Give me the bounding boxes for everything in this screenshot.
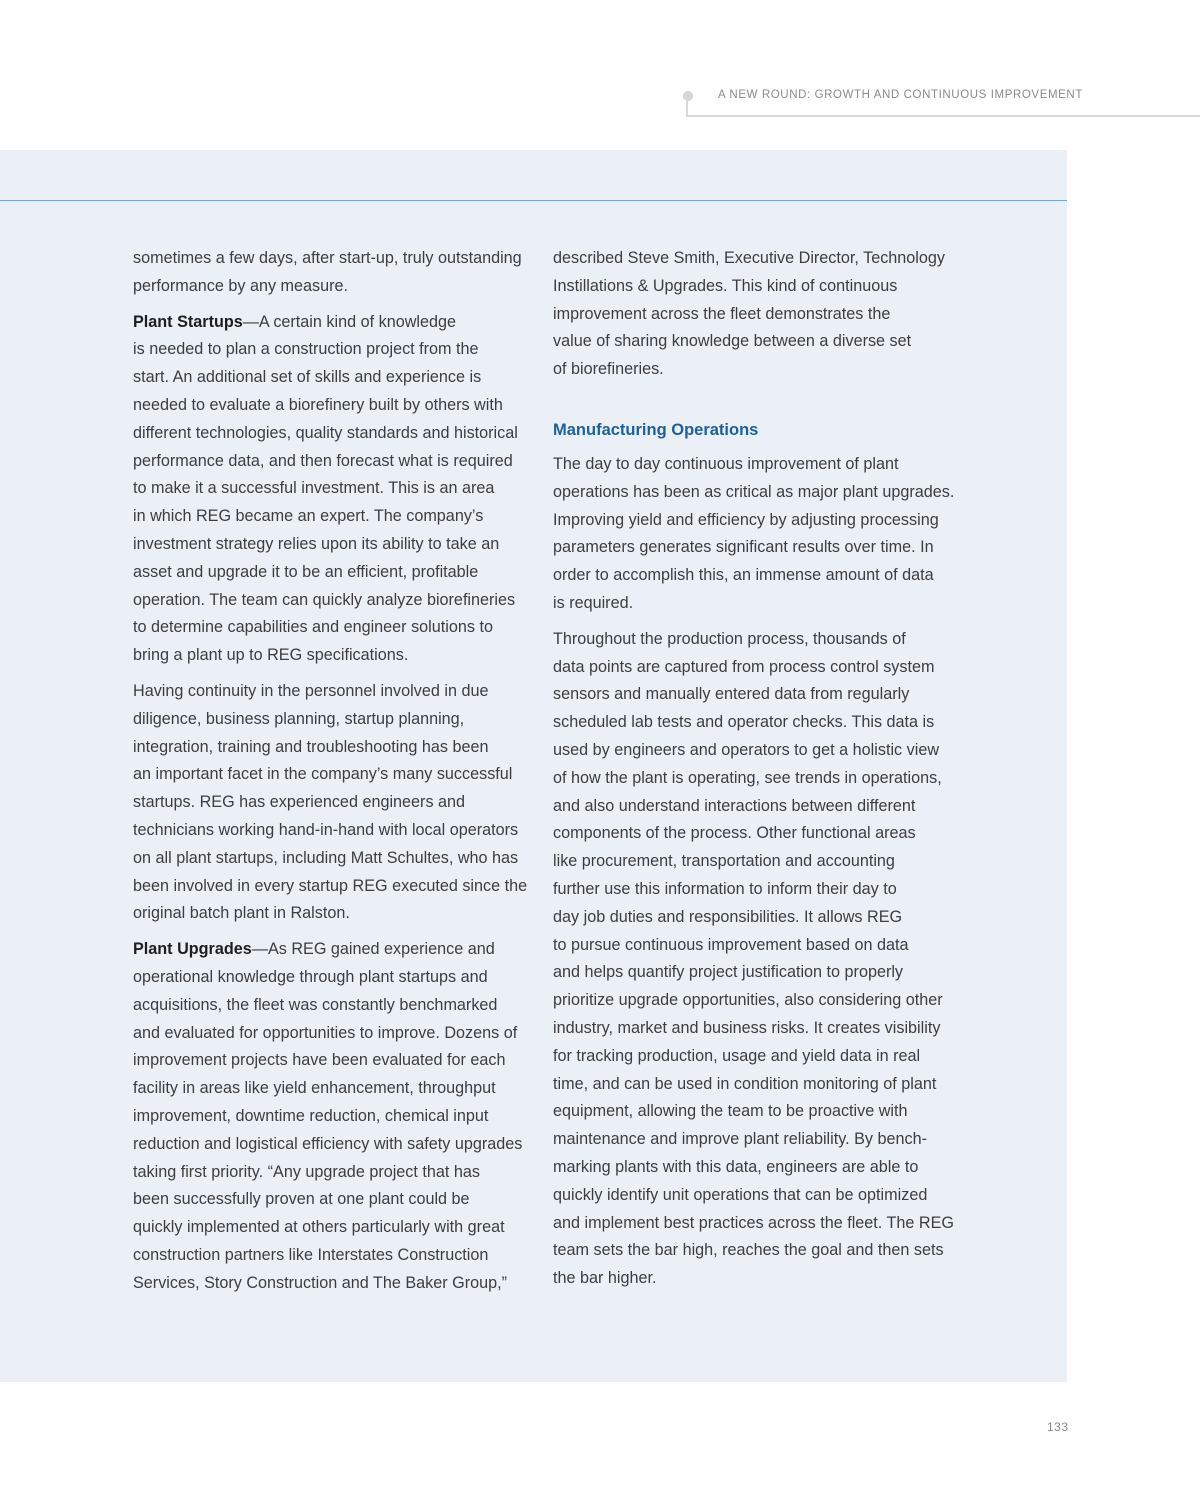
paragraph-day-to-day-improvement: [553, 451, 955, 618]
text-line: order to accomplish this, an immense amount of data: [553, 566, 934, 585]
paragraph-data-points: [553, 626, 954, 1293]
text-line: time, and can be used in condition monitoring of plant: [553, 1074, 937, 1093]
text-line: taking first priority. “Any upgrade project that has: [133, 1162, 480, 1181]
header-rule-vertical: [686, 96, 688, 117]
text-line: day job duties and responsibilities. It allows REG: [553, 907, 903, 926]
text-line: data points are captured from process control system: [553, 657, 935, 676]
text-line: Instillations & Upgrades. This kind of continuous: [553, 276, 898, 295]
text-line: asset and upgrade it to be an efficient, profitable: [133, 562, 479, 581]
text-line: start. An additional set of skills and experience is: [133, 368, 482, 387]
text-line: quickly implemented at others particularly with great: [133, 1218, 505, 1237]
text-line: bring a plant up to REG specifications.: [133, 646, 409, 665]
text-line: [133, 309, 528, 337]
text-line: original batch plant in Ralston.: [133, 904, 350, 923]
text-line: performance data, and then forecast what is required: [133, 451, 513, 470]
text-line: on all plant startups, including Matt Schultes, who has: [133, 848, 519, 867]
text-line: used by engineers and operators to get a holistic view: [553, 740, 940, 759]
text-line: improvement projects have been evaluated for each: [133, 1051, 506, 1070]
text-line: for tracking production, usage and yield data in real: [553, 1046, 921, 1065]
text-line: scheduled lab tests and operator checks. This data is: [553, 713, 935, 732]
left-column: [133, 245, 528, 1305]
text-line: technicians working hand-in-hand with local operators: [133, 820, 519, 839]
text-line: equipment, allowing the team to be proactive with: [553, 1102, 908, 1121]
text-line: been involved in every startup REG executed since the: [133, 876, 528, 895]
header-bullet-dot: [683, 91, 693, 101]
text-line: sensors and manually entered data from regularly: [553, 685, 910, 704]
text-line: to pursue continuous improvement based on data: [553, 935, 909, 954]
section-heading-manufacturing-operations: Manufacturing Operations: [553, 420, 759, 439]
text-line: different technologies, quality standards and historical: [133, 423, 518, 442]
text-line: improvement across the fleet demonstrates the: [553, 304, 891, 323]
text-line: prioritize upgrade opportunities, also considering other: [553, 991, 943, 1010]
text-line: like procurement, transportation and accounting: [553, 852, 895, 871]
text-line: startups. REG has experienced engineers and: [133, 793, 466, 812]
text-fragment: —A certain kind of knowledge: [242, 312, 456, 331]
text-line: in which REG became an expert. The company’s: [133, 507, 484, 526]
text-line: operational knowledge through plant startups and: [133, 967, 488, 986]
text-line: Having continuity in the personnel involved in due: [133, 681, 489, 700]
text-line: operations has been as critical as major plant upgrades.: [553, 482, 955, 501]
text-line: integration, training and troubleshooting has been: [133, 737, 489, 756]
text-line: is required.: [553, 593, 634, 612]
text-line: needed to evaluate a biorefinery built by others with: [133, 395, 503, 414]
text-line: performance by any measure.: [133, 276, 349, 295]
right-column: [553, 245, 955, 1301]
text-line: to determine capabilities and engineer solutions to: [133, 618, 493, 637]
text-line: to make it a successful investment. This is an area: [133, 479, 495, 498]
text-line: acquisitions, the fleet was constantly benchmarked: [133, 995, 498, 1014]
text-line: further use this information to inform their day to: [553, 879, 897, 898]
text-line: described Steve Smith, Executive Director, Technology: [553, 249, 945, 267]
text-line: Improving yield and efficiency by adjusting processing: [553, 510, 939, 529]
panel-top-rule: [0, 200, 1067, 201]
page-number: 133: [1047, 1420, 1069, 1434]
text-line: investment strategy relies upon its ability to take an: [133, 534, 500, 553]
text-line: of how the plant is operating, see trends in operations,: [553, 768, 942, 787]
text-line: and helps quantify project justification to properly: [553, 963, 904, 982]
header-rule-horizontal: [686, 115, 1200, 117]
text-line: [133, 936, 528, 964]
text-line: marking plants with this data, engineers are able to: [553, 1157, 919, 1176]
text-line: been successfully proven at one plant could be: [133, 1190, 470, 1209]
text-line: The day to day continuous improvement of plant: [553, 454, 899, 473]
text-line: of biorefineries.: [553, 360, 664, 379]
text-line: and also understand interactions between different: [553, 796, 916, 815]
text-line: quickly identify unit operations that can be optimized: [553, 1185, 928, 1204]
text-line: sometimes a few days, after start-up, truly outstanding: [133, 249, 522, 267]
text-line: components of the process. Other functional areas: [553, 824, 916, 843]
text-line: is needed to plan a construction project from the: [133, 340, 479, 359]
text-line: and implement best practices across the fleet. The REG: [553, 1213, 954, 1232]
text-fragment: —As REG gained experience and: [251, 940, 495, 959]
text-line: facility in areas like yield enhancement, throughput: [133, 1079, 496, 1098]
text-line: parameters generates significant results over time. In: [553, 538, 934, 557]
text-line: improvement, downtime reduction, chemical input: [133, 1106, 489, 1125]
paragraph-plant-upgrades: [133, 936, 528, 1297]
text-line: value of sharing knowledge between a diverse set: [553, 332, 912, 351]
paragraph-personnel-continuity: [133, 678, 528, 928]
paragraph-quote-continuation: [553, 245, 948, 384]
run-in-heading-plant-startups: Plant Startups: [133, 312, 243, 331]
text-line: diligence, business planning, startup planning,: [133, 709, 465, 728]
text-line: maintenance and improve plant reliability. By bench-: [553, 1130, 928, 1149]
paragraph-intro-continuation: [133, 245, 528, 301]
text-line: construction partners like Interstates Construction: [133, 1245, 489, 1264]
text-line: Services, Story Construction and The Baker Group,”: [133, 1273, 507, 1292]
run-in-heading-plant-upgrades: Plant Upgrades: [133, 940, 252, 959]
running-header-title: A NEW ROUND: GROWTH AND CONTINUOUS IMPROVEMENT: [718, 89, 1083, 101]
content-panel: [0, 150, 1067, 1382]
paragraph-plant-startups: [133, 309, 528, 670]
text-line: Throughout the production process, thousands of: [553, 629, 906, 648]
text-line: industry, market and business risks. It creates visibility: [553, 1018, 941, 1037]
text-line: and evaluated for opportunities to improve. Dozens of: [133, 1023, 518, 1042]
text-line: the bar higher.: [553, 1269, 657, 1288]
text-line: operation. The team can quickly analyze biorefineries: [133, 590, 516, 609]
text-line: an important facet in the company’s many successful: [133, 765, 513, 784]
text-line: reduction and logistical efficiency with safety upgrades: [133, 1134, 523, 1153]
text-line: team sets the bar high, reaches the goal and then sets: [553, 1241, 944, 1260]
